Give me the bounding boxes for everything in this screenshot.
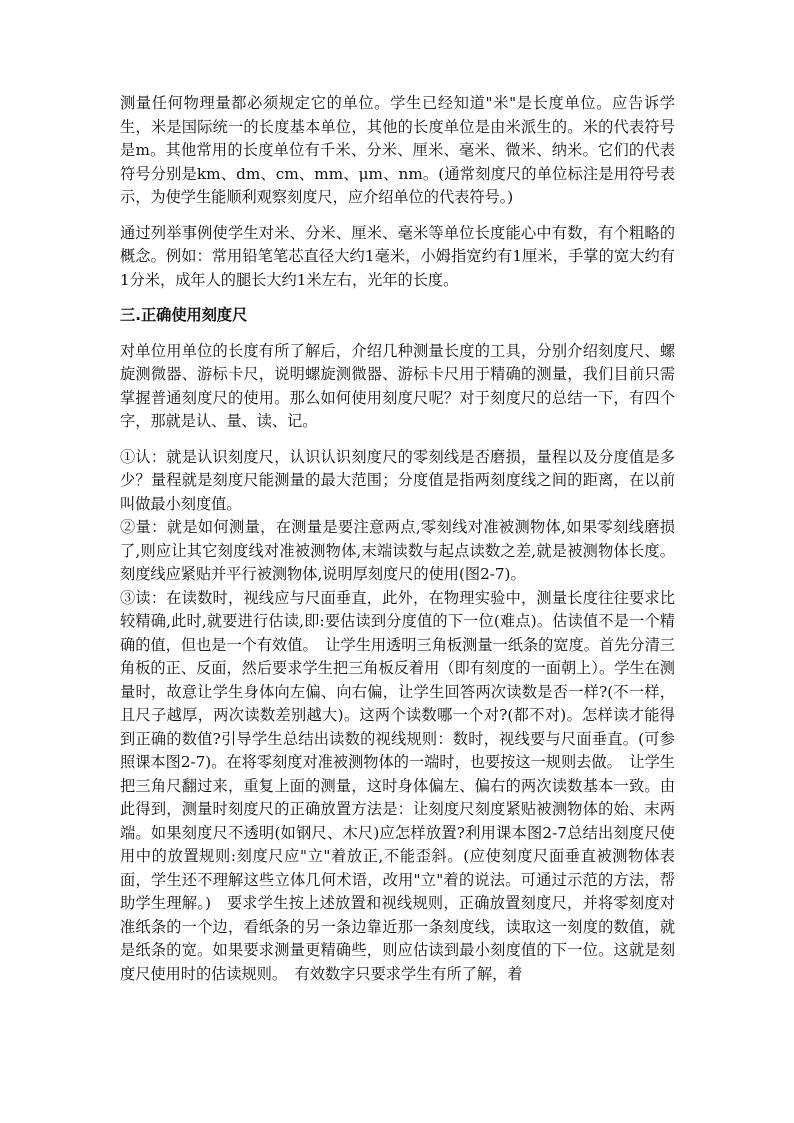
list-item-measure: ②量：就是如何测量，在测量是要注意两点,零刻线对准被测物体,如果零刻线磨损了,则应让其它刻度线对准被测物体,末端读数与起点读数之差,就是被测物体长度。刻度线应紧贴并平行被测物体,说明厚刻度尺的使用(图2-7)。 <box>120 518 675 583</box>
paragraph-unit-intro: 测量任何物理量都必须规定它的单位。学生已经知道"米"是长度单位。应告诉学生，米是国际统一的长度基本单位，其他的长度单位是由米派生的。米的代表符号是m。其他常用的长度单位有千米、分米、厘米、毫米、微米、纳米。它们的代表符号分别是km、dm、cm、mm、μm、nm。(通常刻度尺的单位标注是用符号表示，为使学生能顺利观察刻度尺，应介绍单位的代表符号。) <box>120 94 675 206</box>
document-page <box>120 92 675 986</box>
paragraph-gap <box>120 210 675 222</box>
paragraph-gap <box>120 434 675 446</box>
section-heading: 三.正确使用刻度尺 <box>120 306 248 324</box>
paragraph-tools-intro: 对单位用单位的长度有所了解后，介绍几种测量长度的工具，分别介绍刻度尺、螺旋测微器、游标卡尺，说明螺旋测微器、游标卡尺用于精确的测量，我们目前只需掌握普通刻度尺的使用。那么如何使用刻度尺呢？对于刻度尺的总结一下，有四个字，那就是认、量、读、记。 <box>120 341 675 430</box>
paragraph-gap <box>120 292 675 304</box>
list-item-read: ③读：在读数时，视线应与尺面垂直，此外，在物理实验中，测量长度往往要求比较精确,此时,就要进行估读,即:要估读到分度值的下一位(难点)。估读值不是一个精确的值，但也是一个有效值。 让学生用透明三角板测量一纸条的宽度。首先分清三角板的正、反面，然后要求学生把三角板反着用（即有刻度的一面朝上）。学生在测量时，故意让学生身体向左偏、向右偏，让学生回答两次读数是否一样?(不一样，且尺子越厚，两次读数差别越大)。这两个读数哪一个对?(都不对)。怎样读才能得到正确的数值?引导学生总结出读数的视线规则：数时，视线要与尺面垂直。(可参照课本图2-7)。在将零刻度对准被测物体的一端时，也要按这一规则去做。 让学生把三角尺翻过来，重复上面的测量，这时身体偏左、偏右的两次读数基本一致。由此得到，测量时刻度尺的正确放置方法是：让刻度尺刻度紧贴被测物体的始、末两端。如果刻度尺不透明(如钢尺、木尺)应怎样放置?利用课本图2-7总结出刻度尺使用中的放置规则:刻度尺应"立"着放正,不能歪斜。(应使刻度尺面垂直被测物体表面，学生还不理解这些立体几何术语，改用"立"着的说法。可通过示范的方法，帮助学生理解。) 要求学生按上述放置和视线规则，正确放置刻度尺，并将零刻度对准纸条的一个边，看纸条的另一条边靠近那一条刻度线，读取这一刻度的数值，就是纸条的宽。如果要求测量更精确些，则应估读到最小刻度值的下一位。这就是刻度尺使用时的估读规则。 有效数字只要求学生有所了解，着 <box>120 588 675 983</box>
paragraph-gap <box>120 328 675 340</box>
paragraph-unit-examples: 通过列举事例使学生对米、分米、厘米、毫米等单位长度能心中有数，有个粗略的概念。例如：常用铅笔笔芯直径大约1毫米，小姆指宽约有1厘米，手掌的宽大约有1分米，成年人的腿长大约1米左右，光年的长度。 <box>120 223 675 289</box>
list-item-recognize: ①认：就是认识刻度尺，认识认识刻度尺的零刻线是否磨损，量程以及分度值是多少？量程就是刻度尺能测量的最大范围；分度值是指两刻度线之间的距离，在以前叫做最小刻度值。 <box>120 447 675 513</box>
